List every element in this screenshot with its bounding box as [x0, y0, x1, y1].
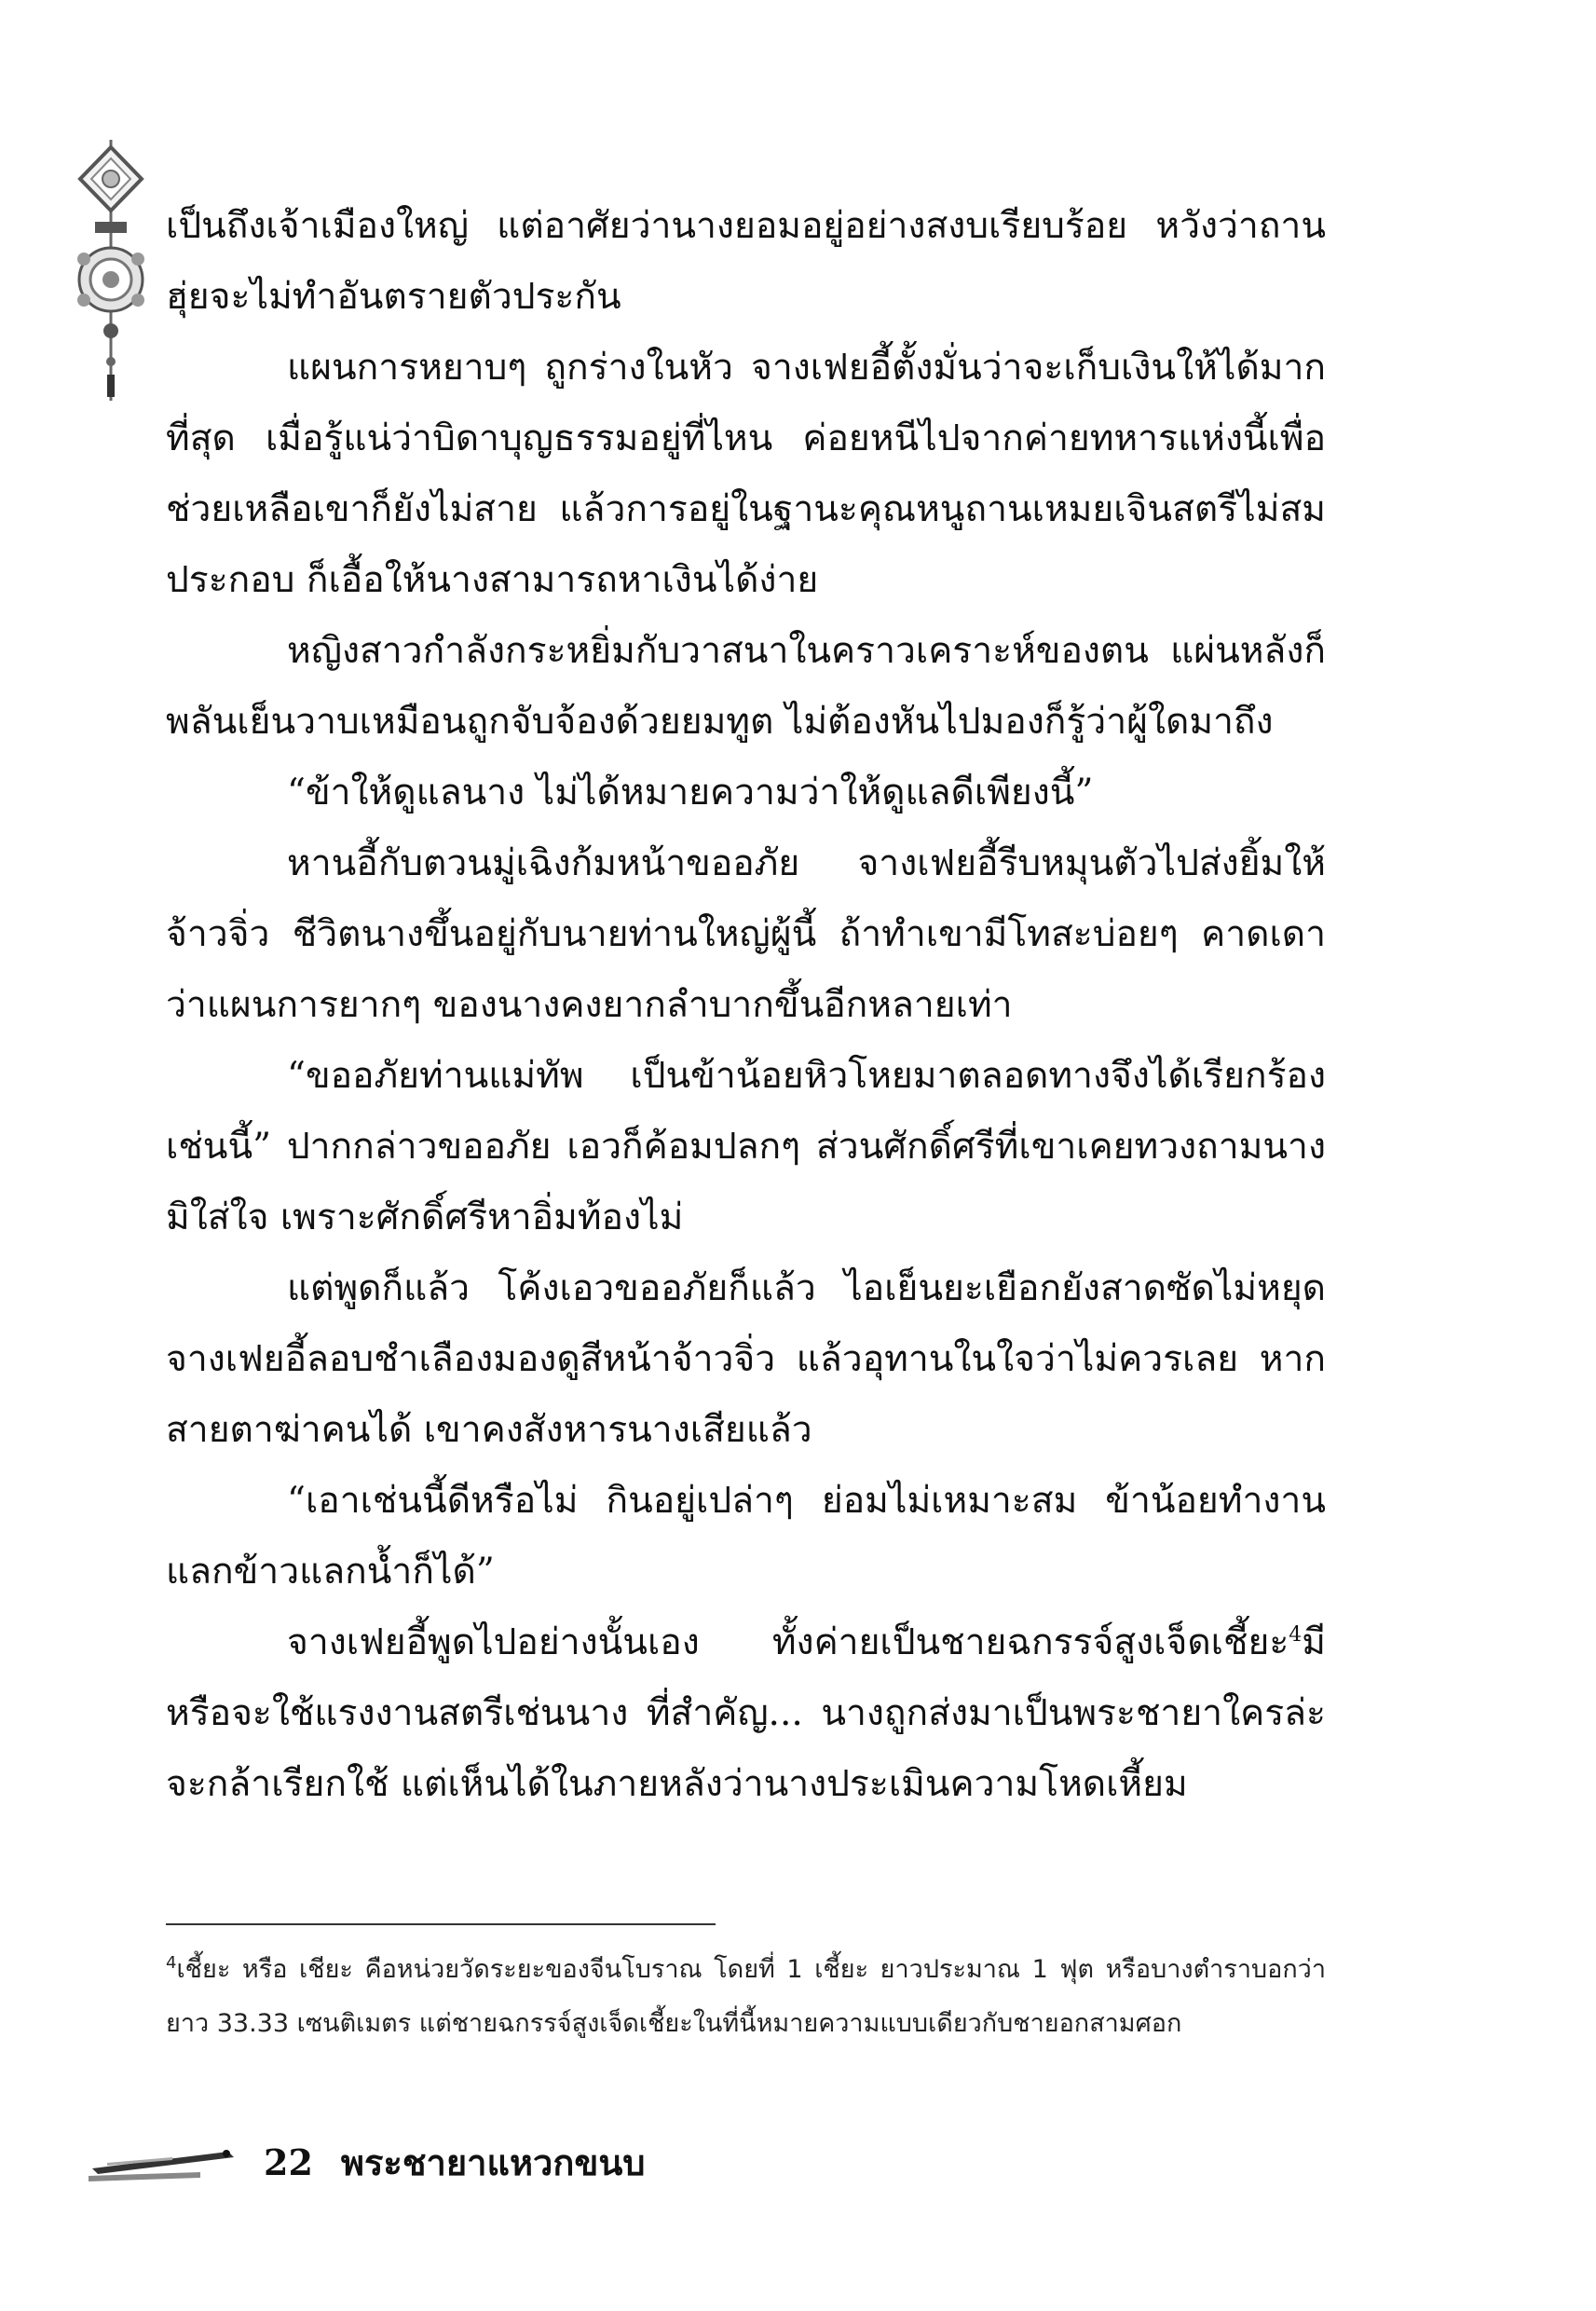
book-title: พระชายาแหวกขนบ: [340, 2140, 646, 2183]
page-footer: [89, 2129, 645, 2195]
paragraph: หานอี้กับตวนมู่เฉิงก้มหน้าขออภัย จางเฟยอี้รีบหมุนตัวไปส่งยิ้มให้จ้าวจิ่ว ชีวิตนางขึ้นอยู่กับนายท่านใหญ่ผู้นี้ ถ้าทำเขามีโทสะบ่อยๆ คาดเดาว่าแผนการยากๆ ของนางคงยากลำบากขึ้นอีกหลายเท่า: [166, 842, 1326, 1026]
paragraph: “เอาเช่นนี้ดีหรือไม่ กินอยู่เปล่าๆ ย่อมไม่เหมาะสม ข้าน้อยทำงานแลกข้าวแลกน้ำก็ได้”: [166, 1480, 1326, 1593]
chapter-body-text: [166, 191, 1326, 1820]
paragraph: เป็นถึงเจ้าเมืองใหญ่ แต่อาศัยว่านางยอมอยู่อย่างสงบเรียบร้อย หวังว่าถานฮุ่ยจะไม่ทำอันตรายตัวประกัน: [166, 205, 1326, 318]
paragraph-text-before-ref: จางเฟยอี้พูดไปอย่างนั้นเอง ทั้งค่ายเป็นชายฉกรรจ์สูงเจ็ดเชี้ยะ: [287, 1621, 1289, 1663]
decorative-ornament-icon: [73, 140, 149, 401]
paragraph: แต่พูดก็แล้ว โค้งเอวขออภัยก็แล้ว ไอเย็นยะเยือกยังสาดซัดไม่หยุด จางเฟยอี้ลอบชำเลืองมองดูสีหน้าจ้าวจิ่ว แล้วอุทานในใจว่าไม่ควรเลย หากสายตาฆ่าคนได้ เขาคงสังหารนางเสียแล้ว: [166, 1267, 1326, 1451]
footnote-reference-marker[interactable]: 4: [1289, 1623, 1303, 1647]
paragraph-with-footnote-ref: [166, 1607, 1326, 1820]
footnote-number: 4: [166, 1953, 177, 1973]
footnote: [166, 1943, 1326, 2051]
paragraph: แผนการหยาบๆ ถูกร่างในหัว จางเฟยอี้ตั้งมั่นว่าจะเก็บเงินให้ได้มากที่สุด เมื่อรู้แน่ว่าบิดาบุญธรรมอยู่ที่ไหน ค่อยหนีไปจากค่ายทหารแห่งนี้เพื่อช่วยเหลือเขาก็ยังไม่สาย แล้วการอยู่ในฐานะคุณหนูถานเหมยเจินสตรีไม่สมประกอบ ก็เอื้อให้นางสามารถหาเงินได้ง่าย: [166, 347, 1326, 601]
paragraph-text-after-ref: มีหรือจะใช้แรงงานสตรีเช่นนาง ที่สำคัญ... นางถูกส่งมาเป็นพระชายาใครล่ะจะกล้าเรียกใช้ แต่เห็นได้ในภายหลังว่านางประเมินความโหดเหี้ยม: [166, 1621, 1326, 1805]
brush-pen-icon: [89, 2139, 238, 2185]
paragraph: หญิงสาวกำลังกระหยิ่มกับวาสนาในคราวเคราะห์ของตน แผ่นหลังก็พลันเย็นวาบเหมือนถูกจับจ้องด้วยยมทูต ไม่ต้องหันไปมองก็รู้ว่าผู้ใดมาถึง: [166, 630, 1326, 743]
page-number: 22: [264, 2140, 313, 2183]
paragraph: “ข้าให้ดูแลนาง ไม่ได้หมายความว่าให้ดูแลดีเพียงนี้”: [287, 772, 1094, 814]
footnote-separator: [166, 1923, 716, 1925]
footnote-text: เชี้ยะ หรือ เชียะ คือหน่วยวัดระยะของจีนโบราณ โดยที่ 1 เชี้ยะ ยาวประมาณ 1 ฟุต หรือบางตำราบอกว่ายาว 33.33 เซนติเมตร แต่ชายฉกรรจ์สูงเจ็ดเชี้ยะในที่นี้หมายความแบบเดียวกับชายอกสามศอก: [166, 1955, 1326, 2038]
paragraph: “ขออภัยท่านแม่ทัพ เป็นข้าน้อยหิวโหยมาตลอดทางจึงได้เรียกร้องเช่นนี้” ปากกล่าวขออภัย เอวก็ค้อมปลกๆ ส่วนศักดิ์ศรีที่เขาเคยทวงถามนางมิใส่ใจ เพราะศักดิ์ศรีหาอิ่มท้องไม่: [166, 1055, 1326, 1238]
